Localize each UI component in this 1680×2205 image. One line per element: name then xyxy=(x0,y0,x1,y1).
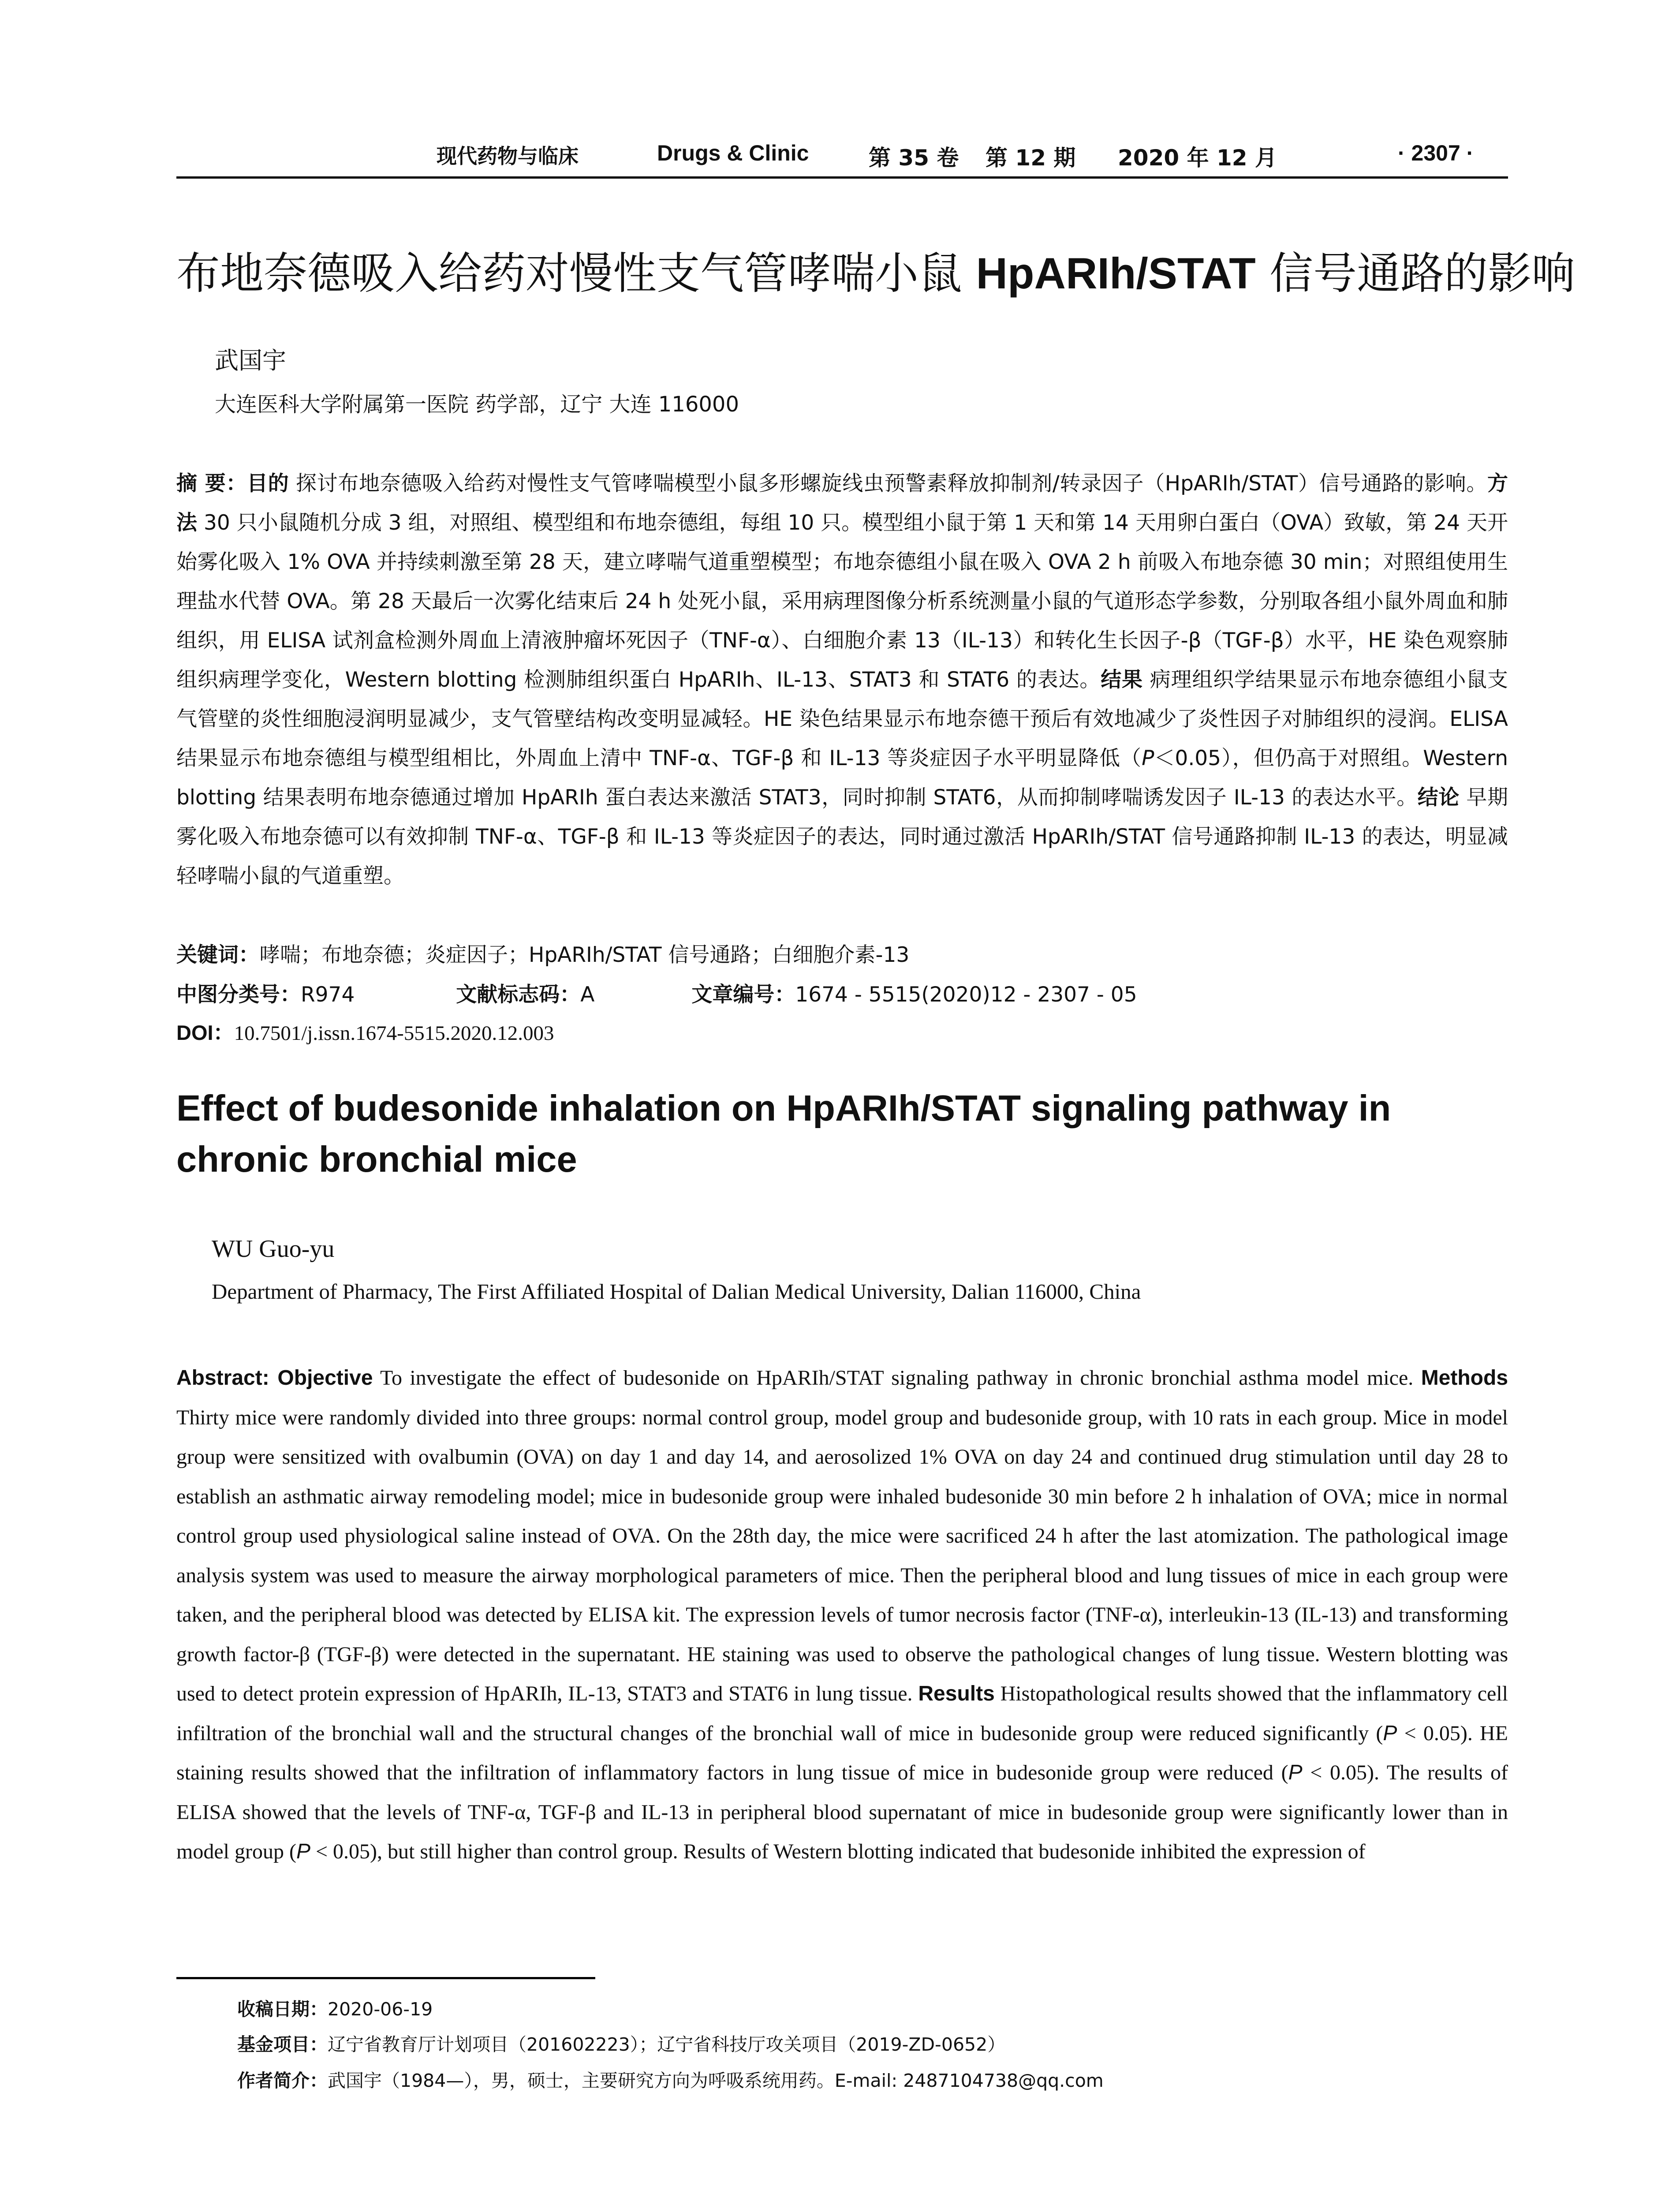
page-number: · 2307 · xyxy=(1398,141,1474,165)
cn-author: 武国宇 xyxy=(215,347,286,374)
en-title: Effect of budesonide inhalation on HpARIh/STAT signaling pathway in chronic bronchial mice xyxy=(176,1088,1391,1180)
cn-keywords-line xyxy=(176,938,909,968)
en-methods-label: Methods xyxy=(1421,1366,1508,1390)
cn-title-part2: 信号通路的影响 xyxy=(1255,248,1575,299)
running-header xyxy=(176,140,1508,179)
journal-name-en: Drugs & Clinic xyxy=(657,141,809,165)
en-abstract xyxy=(176,1358,1508,1872)
doi-value: 10.7501/j.issn.1674-5515.2020.12.003 xyxy=(234,1022,554,1045)
cn-p-symbol: P xyxy=(1142,746,1154,770)
cn-classification-line xyxy=(176,978,1137,1008)
footnote-author-bio xyxy=(237,2066,1104,2092)
volume: 第 35 卷 xyxy=(869,145,959,171)
received-date: 2020-06-19 xyxy=(328,1999,433,2020)
cn-title xyxy=(176,245,1575,303)
doc-code-label: 文献标志码： xyxy=(456,983,581,1007)
en-results-text-d: < 0.05), but still higher than control group. Results of Western blotting indicated that budesonide inhibited the expression of xyxy=(310,1840,1366,1863)
en-results-text-a: Histopathological results showed that the inflammatory cell infiltration of the bronchial wall and the structural changes of the bronchial wall of mice in budesonide group were reduced significantly ( xyxy=(176,1682,1508,1745)
article-no-label: 文章编号： xyxy=(691,983,795,1007)
cn-results-label: 结果 xyxy=(1101,668,1143,692)
en-p-symbol: P xyxy=(1383,1721,1397,1745)
received-label: 收稿日期： xyxy=(237,1999,328,2020)
en-affiliation: Department of Pharmacy, The First Affiliated Hospital of Dalian Medical University, Dalian 116000, China xyxy=(212,1279,1141,1304)
cn-conclusion-text: 早期雾化吸入布地奈德可以有效抑制 TNF-α、TGF-β 和 IL-13 等炎症因子的表达，同时通过激活 HpARIh/STAT 信号通路抑制 IL-13 的表达，明显减轻哮喘小鼠的气道重塑。 xyxy=(176,785,1508,888)
en-results-text-c: < 0.05). The results of ELISA showed that the levels of TNF-α, TGF-β and IL-13 in peripheral blood supernatant of mice in budesonide group were significantly lower than in model group ( xyxy=(176,1761,1508,1863)
en-p-symbol: P xyxy=(296,1840,310,1863)
issue: 第 12 期 xyxy=(986,145,1076,171)
bio-text: 武国宇（1984—），男，硕士，主要研究方向为呼吸系统用药。E-mail: 2487104738@qq.com xyxy=(328,2070,1104,2091)
clc-label: 中图分类号： xyxy=(176,983,301,1007)
cn-conclusion-label: 结论 xyxy=(1417,785,1460,810)
cn-abstract-label: 摘 要： xyxy=(176,471,247,496)
footnote-rule xyxy=(176,1977,595,1979)
bio-label: 作者简介： xyxy=(237,2070,328,2091)
fund-label: 基金项目： xyxy=(237,2034,328,2055)
footnote-fund xyxy=(237,2030,1005,2056)
cn-methods-text: 30 只小鼠随机分成 3 组，对照组、模型组和布地奈德组，每组 10 只。模型组小鼠于第 1 天和第 14 天用卵白蛋白（OVA）致敏，第 24 天开始雾化吸入 1% OVA 并持续刺激至第 28 天，建立哮喘气道重塑模型；布地奈德组小鼠在吸入 OVA 2 h 前吸入布地奈德 30 min；对照组使用生理盐水代替 OVA。第 28 天最后一次雾化结束后 24 h 处死小鼠，采用病理图像分析系统测量小鼠的气道形态学参数，分别取各组小鼠外周血和肺组织，用 ELISA 试剂盒检测外周血上清液肿瘤坏死因子（TNF-α）、白细胞介素 13（IL-13）和转化生长因子-β（TGF-β）水平，HE 染色观察肺组织病理学变化，Western blotting 检测肺组织蛋白 HpARIh、IL-13、STAT3 和 STAT6 的表达。 xyxy=(176,511,1508,692)
en-results-label: Results xyxy=(918,1682,995,1705)
doc-code-value: A xyxy=(580,983,595,1007)
article-no-value: 1674 - 5515(2020)12 - 2307 - 05 xyxy=(795,983,1137,1007)
cn-title-part1: 布地奈德吸入给药对慢性支气管哮喘小鼠 xyxy=(176,248,976,299)
en-objective-text: To investigate the effect of budesonide on HpARIh/STAT signaling pathway in chronic bronchial asthma model mice. xyxy=(373,1366,1414,1390)
cn-results-text-b: ＜0.05），但仍高于对照组。Western blotting 结果表明布地奈德通过增加 HpARIh 蛋白表达来激活 STAT3，同时抑制 STAT6，从而抑制哮喘诱发因子 IL-13 的表达水平。 xyxy=(176,746,1508,810)
header-rule xyxy=(176,176,1508,179)
en-abstract-label: Abstract: Objective xyxy=(176,1366,373,1390)
en-p-symbol: P xyxy=(1288,1761,1303,1784)
journal-name-cn: 现代药物与临床 xyxy=(437,144,579,168)
cn-results-text-a: 病理组织学结果显示布地奈德组小鼠支气管壁的炎性细胞浸润明显减少，支气管壁结构改变明显减轻。HE 染色结果显示布地奈德干预后有效地减少了炎性因子对肺组织的浸润。ELISA 结果显示布地奈德组与模型组相比，外周血上清中 TNF-α、TGF-β 和 IL-13 等炎症因子水平明显降低（ xyxy=(176,668,1508,770)
en-results-text-b: < 0.05). HE staining results showed that the infiltration of inflammatory factors in lung tissue of mice in budesonide group were reduced ( xyxy=(176,1721,1508,1784)
en-author: WU Guo-yu xyxy=(212,1235,335,1263)
cn-methods-label: 方法 xyxy=(176,471,1508,535)
cn-affiliation: 大连医科大学附属第一医院 药学部，辽宁 大连 116000 xyxy=(215,392,739,417)
doi-line xyxy=(176,1017,554,1046)
doi-label: DOI： xyxy=(176,1021,234,1044)
cn-keywords: 哮喘；布地奈德；炎症因子；HpARIh/STAT 信号通路；白细胞介素-13 xyxy=(259,943,910,967)
cn-keywords-label: 关键词： xyxy=(176,943,259,967)
footnote-received xyxy=(237,1995,433,2021)
issue-date: 2020 年 12 月 xyxy=(1118,145,1277,171)
cn-abstract xyxy=(176,464,1508,896)
en-methods-text: Thirty mice were randomly divided into three groups: normal control group, model group and budesonide group, with 10 rats in each group. Mice in model group were sensitized with ovalbumin (OVA) on day 1 and day 14, and aerosolized 1% OVA on day 24 and continued drug stimulation until day 28 to establish an asthmatic airway remodeling model; mice in budesonide group were inhaled budesonide 30 min before 2 h inhalation of OVA; mice in normal control group used physiological saline instead of OVA. On the 28th day, the mice were sacrificed 24 h after the last atomization. The pathological image analysis system was used to measure the airway morphological parameters of mice. Then the peripheral blood and lung tissues of mice in each group were taken, and the peripheral blood was detected by ELISA kit. The expression levels of tumor necrosis factor (TNF-α), interleukin-13 (IL-13) and transforming growth factor-β (TGF-β) were detected in the supernatant. HE staining was used to observe the pathological changes of lung tissue. Western blotting was used to detect protein expression of HpARIh, IL-13, STAT3 and STAT6 in lung tissue. xyxy=(176,1405,1508,1705)
cn-objective-label: 目的 xyxy=(247,471,289,496)
fund-text: 辽宁省教育厅计划项目（201602223）；辽宁省科技厅攻关项目（2019-ZD-0652） xyxy=(328,2034,1006,2055)
cn-title-latin: HpARIh/STAT xyxy=(976,249,1256,298)
cn-objective-text: 探讨布地奈德吸入给药对慢性支气管哮喘模型小鼠多形螺旋线虫预警素释放抑制剂/转录因子（HpARIh/STAT）信号通路的影响。 xyxy=(289,471,1487,496)
clc-value: R974 xyxy=(301,983,355,1007)
